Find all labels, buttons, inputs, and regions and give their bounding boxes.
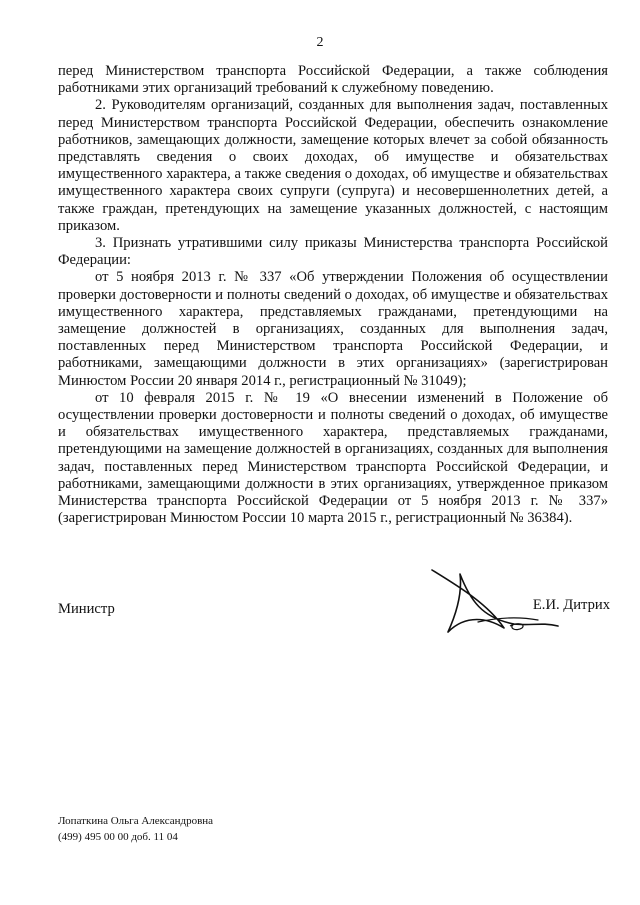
paragraph-3: 3. Признать утратившими силу приказы Министерства транспорта Российской Федерации:	[58, 235, 608, 269]
signature-block	[58, 592, 610, 652]
executor-phone: (499) 495 00 00 доб. 11 04	[58, 831, 178, 843]
paragraph-2: 2. Руководителям организаций, созданных для выполнения задач, поставленных перед Министерством транспорта Российской Федерации, обеспечить ознакомление работников, замещающих должности, замещение которых влечет за собой обязанность представлять сведения о своих доходах, об имуществе и обязательствах имущественного характера, а также сведения о доходах, об имуществе и обязательствах имущественного характера своих супруги (супруга) и несовершеннолетних детей, а также граждан, претендующих на замещение указанных должностей, с настоящим приказом.	[58, 97, 608, 234]
signer-name: Е.И. Дитрих	[532, 597, 610, 613]
executor-name: Лопаткина Ольга Александровна	[58, 815, 214, 827]
document-body	[58, 63, 608, 527]
page-number: 2	[316, 35, 324, 50]
signer-position: Министр	[58, 601, 115, 617]
executor-info	[58, 813, 213, 845]
paragraph-1: перед Министерством транспорта Российской Федерации, а также соблюдения работниками этих организаций требований к служебному поведению.	[58, 63, 608, 97]
paragraph-5: от 10 февраля 2015 г. № 19 «О внесении изменений в Положение об осуществлении проверки достоверности и полноты сведений о доходах, об имуществе и обязательствах имущественного характера, представляемых гражданами, претендующими на замещение должностей в организациях, созданных для выполнения задач, поставленных перед Министерством транспорта Российской Федерации, и работниками, замещающими должности в этих организациях, утвержденное приказом Министерства транспорта Российской Федерации от 5 ноября 2013 г. № 337» (зарегистрирован Минюстом России 10 марта 2015 г., регистрационный № 36384).	[58, 389, 608, 527]
paragraph-4: от 5 ноября 2013 г. № 337 «Об утверждении Положения об осуществлении проверки достоверности и полноты сведений о доходах, об имуществе и обязательствах имущественного характера, представляемых гражданами, претендующими на замещение должностей в организациях, созданных для выполнения задач, поставленных перед Министерством транспорта Российской Федерации, и работниками, замещающими должности в этих организациях» (зарегистрирован Минюстом России 20 января 2014 г., регистрационный № 31049);	[58, 269, 608, 389]
